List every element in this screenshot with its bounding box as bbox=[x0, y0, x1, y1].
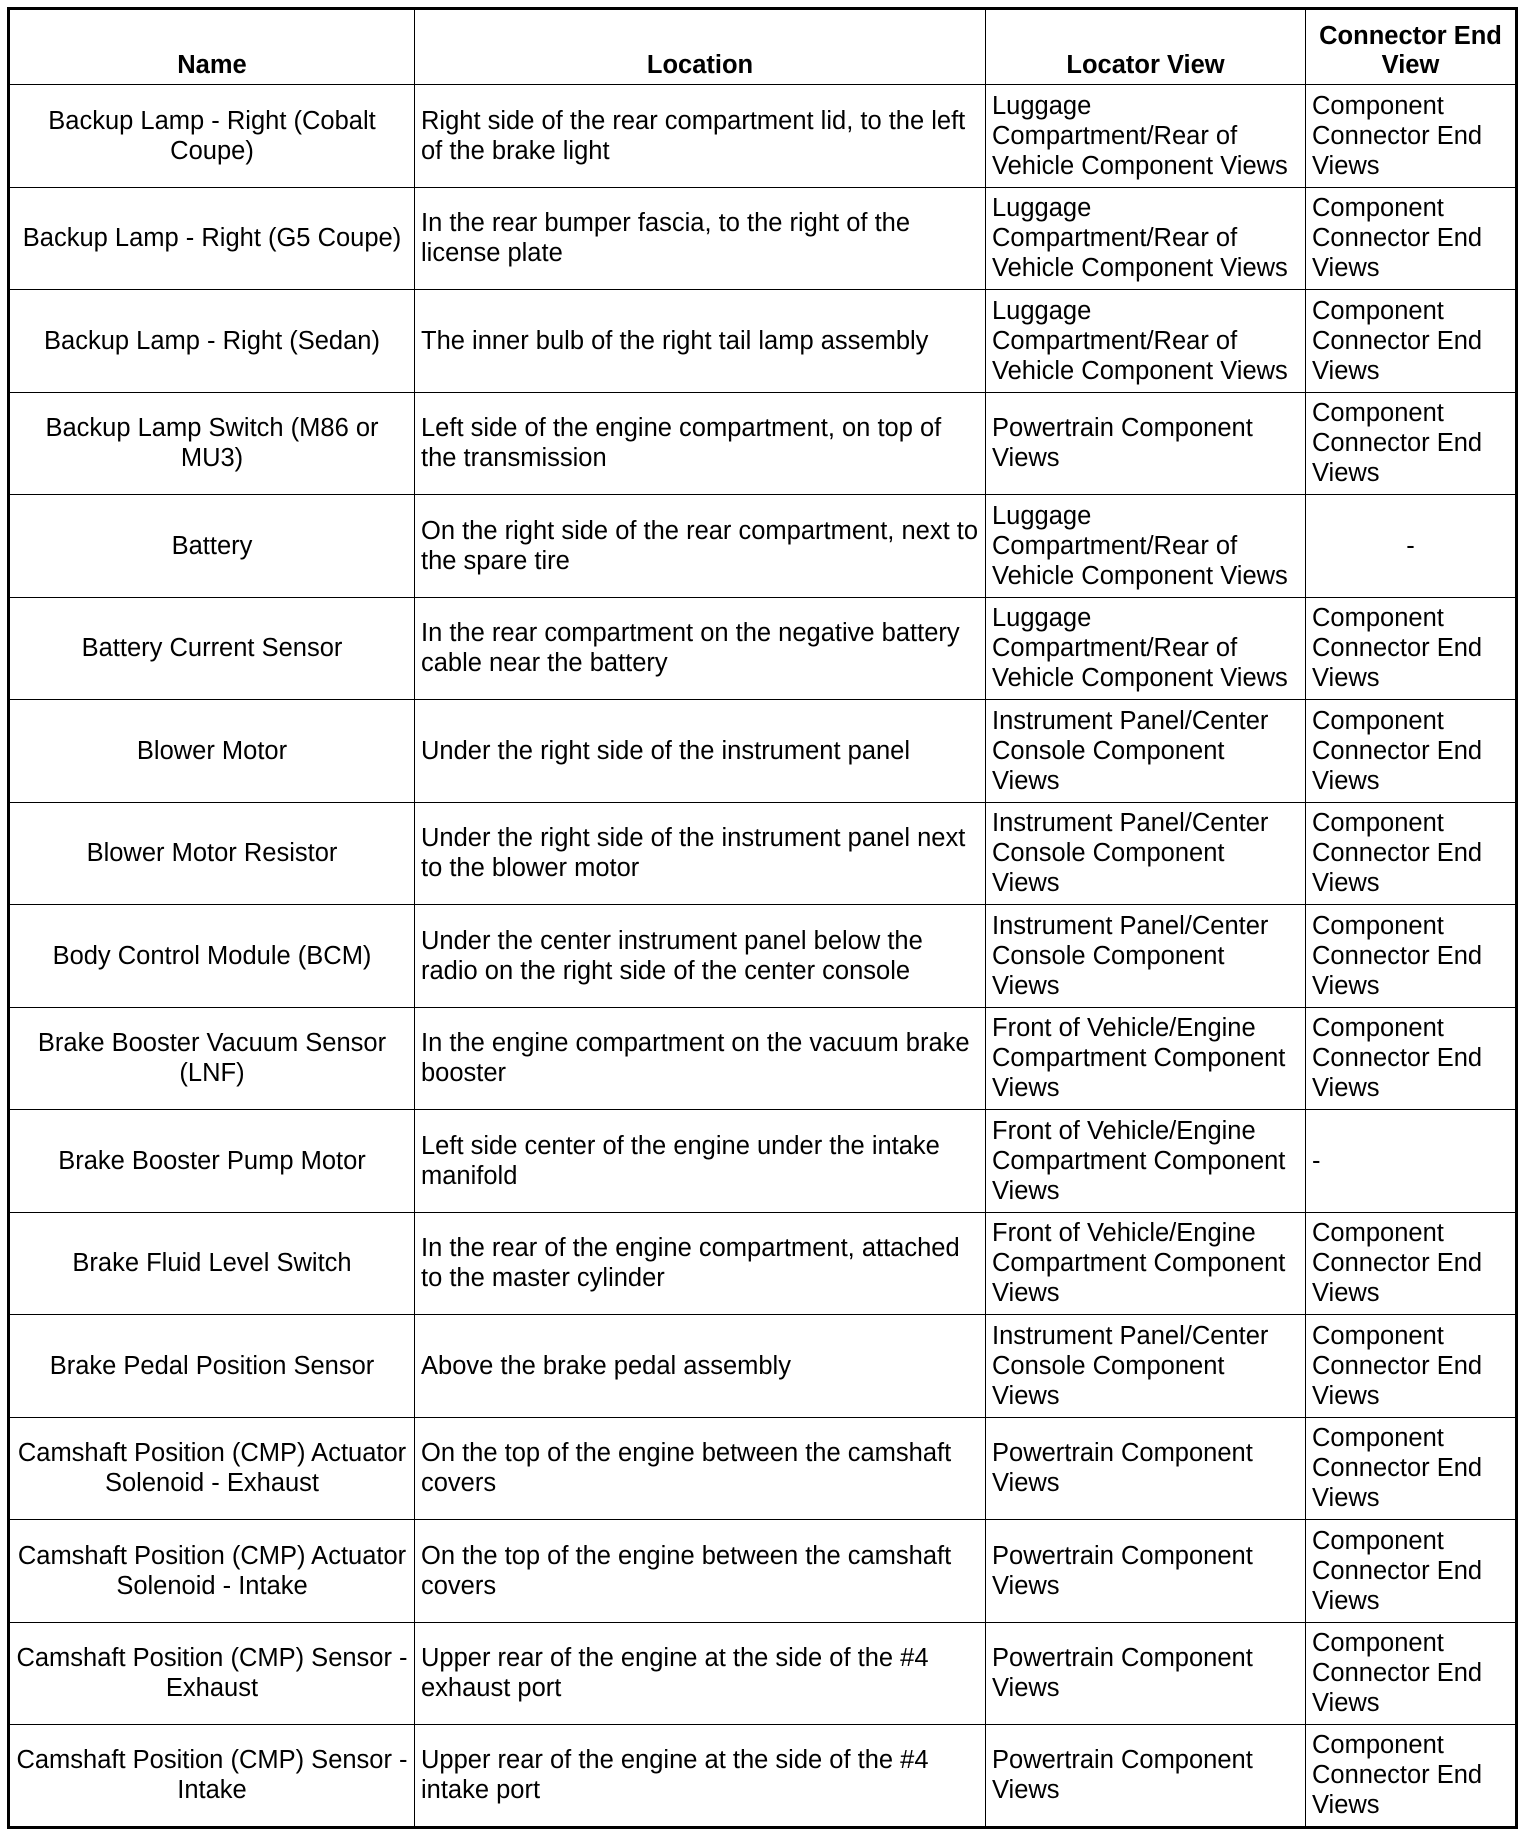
cell-name: Backup Lamp Switch (M86 or MU3) bbox=[9, 392, 415, 495]
table-body bbox=[9, 85, 1517, 1828]
cell-name: Camshaft Position (CMP) Sensor - Intake bbox=[9, 1725, 415, 1828]
cell-locator-view: Luggage Compartment/Rear of Vehicle Component Views bbox=[986, 597, 1306, 700]
cell-locator-view: Instrument Panel/Center Console Component Views bbox=[986, 802, 1306, 905]
cell-name: Battery bbox=[9, 495, 415, 598]
table-row bbox=[9, 1520, 1517, 1623]
header-name: Name bbox=[9, 9, 415, 85]
cell-location: On the top of the engine between the camshaft covers bbox=[415, 1520, 986, 1623]
table-row bbox=[9, 1315, 1517, 1418]
cell-name: Brake Booster Vacuum Sensor (LNF) bbox=[9, 1007, 415, 1110]
table-row bbox=[9, 1622, 1517, 1725]
cell-connector-end-view: Component Connector End Views bbox=[1306, 1520, 1517, 1623]
table-row bbox=[9, 905, 1517, 1008]
cell-locator-view: Luggage Compartment/Rear of Vehicle Component Views bbox=[986, 290, 1306, 393]
table-row bbox=[9, 1417, 1517, 1520]
cell-location: Left side center of the engine under the intake manifold bbox=[415, 1110, 986, 1213]
cell-connector-end-view: Component Connector End Views bbox=[1306, 1622, 1517, 1725]
cell-locator-view: Luggage Compartment/Rear of Vehicle Component Views bbox=[986, 495, 1306, 598]
cell-location: On the right side of the rear compartment, next to the spare tire bbox=[415, 495, 986, 598]
table-row bbox=[9, 700, 1517, 803]
cell-connector-end-view: - bbox=[1306, 495, 1517, 598]
cell-locator-view: Powertrain Component Views bbox=[986, 1520, 1306, 1623]
component-locator-table bbox=[7, 7, 1518, 1829]
cell-locator-view: Instrument Panel/Center Console Component Views bbox=[986, 1315, 1306, 1418]
cell-connector-end-view: Component Connector End Views bbox=[1306, 85, 1517, 188]
cell-connector-end-view: Component Connector End Views bbox=[1306, 1315, 1517, 1418]
cell-connector-end-view: Component Connector End Views bbox=[1306, 1212, 1517, 1315]
cell-locator-view: Front of Vehicle/Engine Compartment Component Views bbox=[986, 1212, 1306, 1315]
header-row bbox=[9, 9, 1517, 85]
cell-location: Left side of the engine compartment, on top of the transmission bbox=[415, 392, 986, 495]
cell-locator-view: Powertrain Component Views bbox=[986, 1725, 1306, 1828]
cell-connector-end-view: Component Connector End Views bbox=[1306, 290, 1517, 393]
table-row bbox=[9, 1007, 1517, 1110]
cell-location: On the top of the engine between the camshaft covers bbox=[415, 1417, 986, 1520]
cell-connector-end-view: - bbox=[1306, 1110, 1517, 1213]
cell-name: Backup Lamp - Right (G5 Coupe) bbox=[9, 187, 415, 290]
cell-name: Brake Pedal Position Sensor bbox=[9, 1315, 415, 1418]
table-row bbox=[9, 1110, 1517, 1213]
cell-locator-view: Front of Vehicle/Engine Compartment Component Views bbox=[986, 1007, 1306, 1110]
cell-locator-view: Instrument Panel/Center Console Component Views bbox=[986, 700, 1306, 803]
cell-connector-end-view: Component Connector End Views bbox=[1306, 802, 1517, 905]
cell-connector-end-view: Component Connector End Views bbox=[1306, 700, 1517, 803]
cell-location: Right side of the rear compartment lid, to the left of the brake light bbox=[415, 85, 986, 188]
cell-connector-end-view: Component Connector End Views bbox=[1306, 597, 1517, 700]
table-row bbox=[9, 290, 1517, 393]
cell-connector-end-view: Component Connector End Views bbox=[1306, 1007, 1517, 1110]
table-row bbox=[9, 597, 1517, 700]
cell-name: Backup Lamp - Right (Sedan) bbox=[9, 290, 415, 393]
cell-name: Blower Motor Resistor bbox=[9, 802, 415, 905]
cell-locator-view: Instrument Panel/Center Console Component Views bbox=[986, 905, 1306, 1008]
cell-location: The inner bulb of the right tail lamp assembly bbox=[415, 290, 986, 393]
cell-name: Camshaft Position (CMP) Actuator Solenoid - Exhaust bbox=[9, 1417, 415, 1520]
header-locator-view: Locator View bbox=[986, 9, 1306, 85]
cell-location: Upper rear of the engine at the side of the #4 exhaust port bbox=[415, 1622, 986, 1725]
cell-location: In the engine compartment on the vacuum brake booster bbox=[415, 1007, 986, 1110]
cell-connector-end-view: Component Connector End Views bbox=[1306, 1417, 1517, 1520]
table-header bbox=[9, 9, 1517, 85]
cell-connector-end-view: Component Connector End Views bbox=[1306, 187, 1517, 290]
cell-name: Backup Lamp - Right (Cobalt Coupe) bbox=[9, 85, 415, 188]
cell-name: Blower Motor bbox=[9, 700, 415, 803]
cell-name: Battery Current Sensor bbox=[9, 597, 415, 700]
table-row bbox=[9, 495, 1517, 598]
cell-location: In the rear compartment on the negative battery cable near the battery bbox=[415, 597, 986, 700]
cell-locator-view: Powertrain Component Views bbox=[986, 1622, 1306, 1725]
cell-location: In the rear of the engine compartment, attached to the master cylinder bbox=[415, 1212, 986, 1315]
cell-locator-view: Luggage Compartment/Rear of Vehicle Component Views bbox=[986, 85, 1306, 188]
table-row bbox=[9, 392, 1517, 495]
cell-locator-view: Front of Vehicle/Engine Compartment Component Views bbox=[986, 1110, 1306, 1213]
cell-connector-end-view: Component Connector End Views bbox=[1306, 905, 1517, 1008]
cell-location: In the rear bumper fascia, to the right of the license plate bbox=[415, 187, 986, 290]
table-row bbox=[9, 187, 1517, 290]
header-location: Location bbox=[415, 9, 986, 85]
cell-location: Under the right side of the instrument panel next to the blower motor bbox=[415, 802, 986, 905]
cell-name: Body Control Module (BCM) bbox=[9, 905, 415, 1008]
header-connector-end-view: Connector End View bbox=[1306, 9, 1517, 85]
cell-connector-end-view: Component Connector End Views bbox=[1306, 392, 1517, 495]
table-row bbox=[9, 1212, 1517, 1315]
cell-location: Under the center instrument panel below the radio on the right side of the center console bbox=[415, 905, 986, 1008]
table-row bbox=[9, 85, 1517, 188]
cell-name: Camshaft Position (CMP) Actuator Solenoid - Intake bbox=[9, 1520, 415, 1623]
cell-location: Under the right side of the instrument panel bbox=[415, 700, 986, 803]
cell-location: Upper rear of the engine at the side of the #4 intake port bbox=[415, 1725, 986, 1828]
cell-locator-view: Luggage Compartment/Rear of Vehicle Component Views bbox=[986, 187, 1306, 290]
cell-locator-view: Powertrain Component Views bbox=[986, 1417, 1306, 1520]
cell-name: Brake Booster Pump Motor bbox=[9, 1110, 415, 1213]
cell-name: Camshaft Position (CMP) Sensor - Exhaust bbox=[9, 1622, 415, 1725]
table-row bbox=[9, 802, 1517, 905]
cell-locator-view: Powertrain Component Views bbox=[986, 392, 1306, 495]
cell-connector-end-view: Component Connector End Views bbox=[1306, 1725, 1517, 1828]
table-row bbox=[9, 1725, 1517, 1828]
cell-location: Above the brake pedal assembly bbox=[415, 1315, 986, 1418]
cell-name: Brake Fluid Level Switch bbox=[9, 1212, 415, 1315]
